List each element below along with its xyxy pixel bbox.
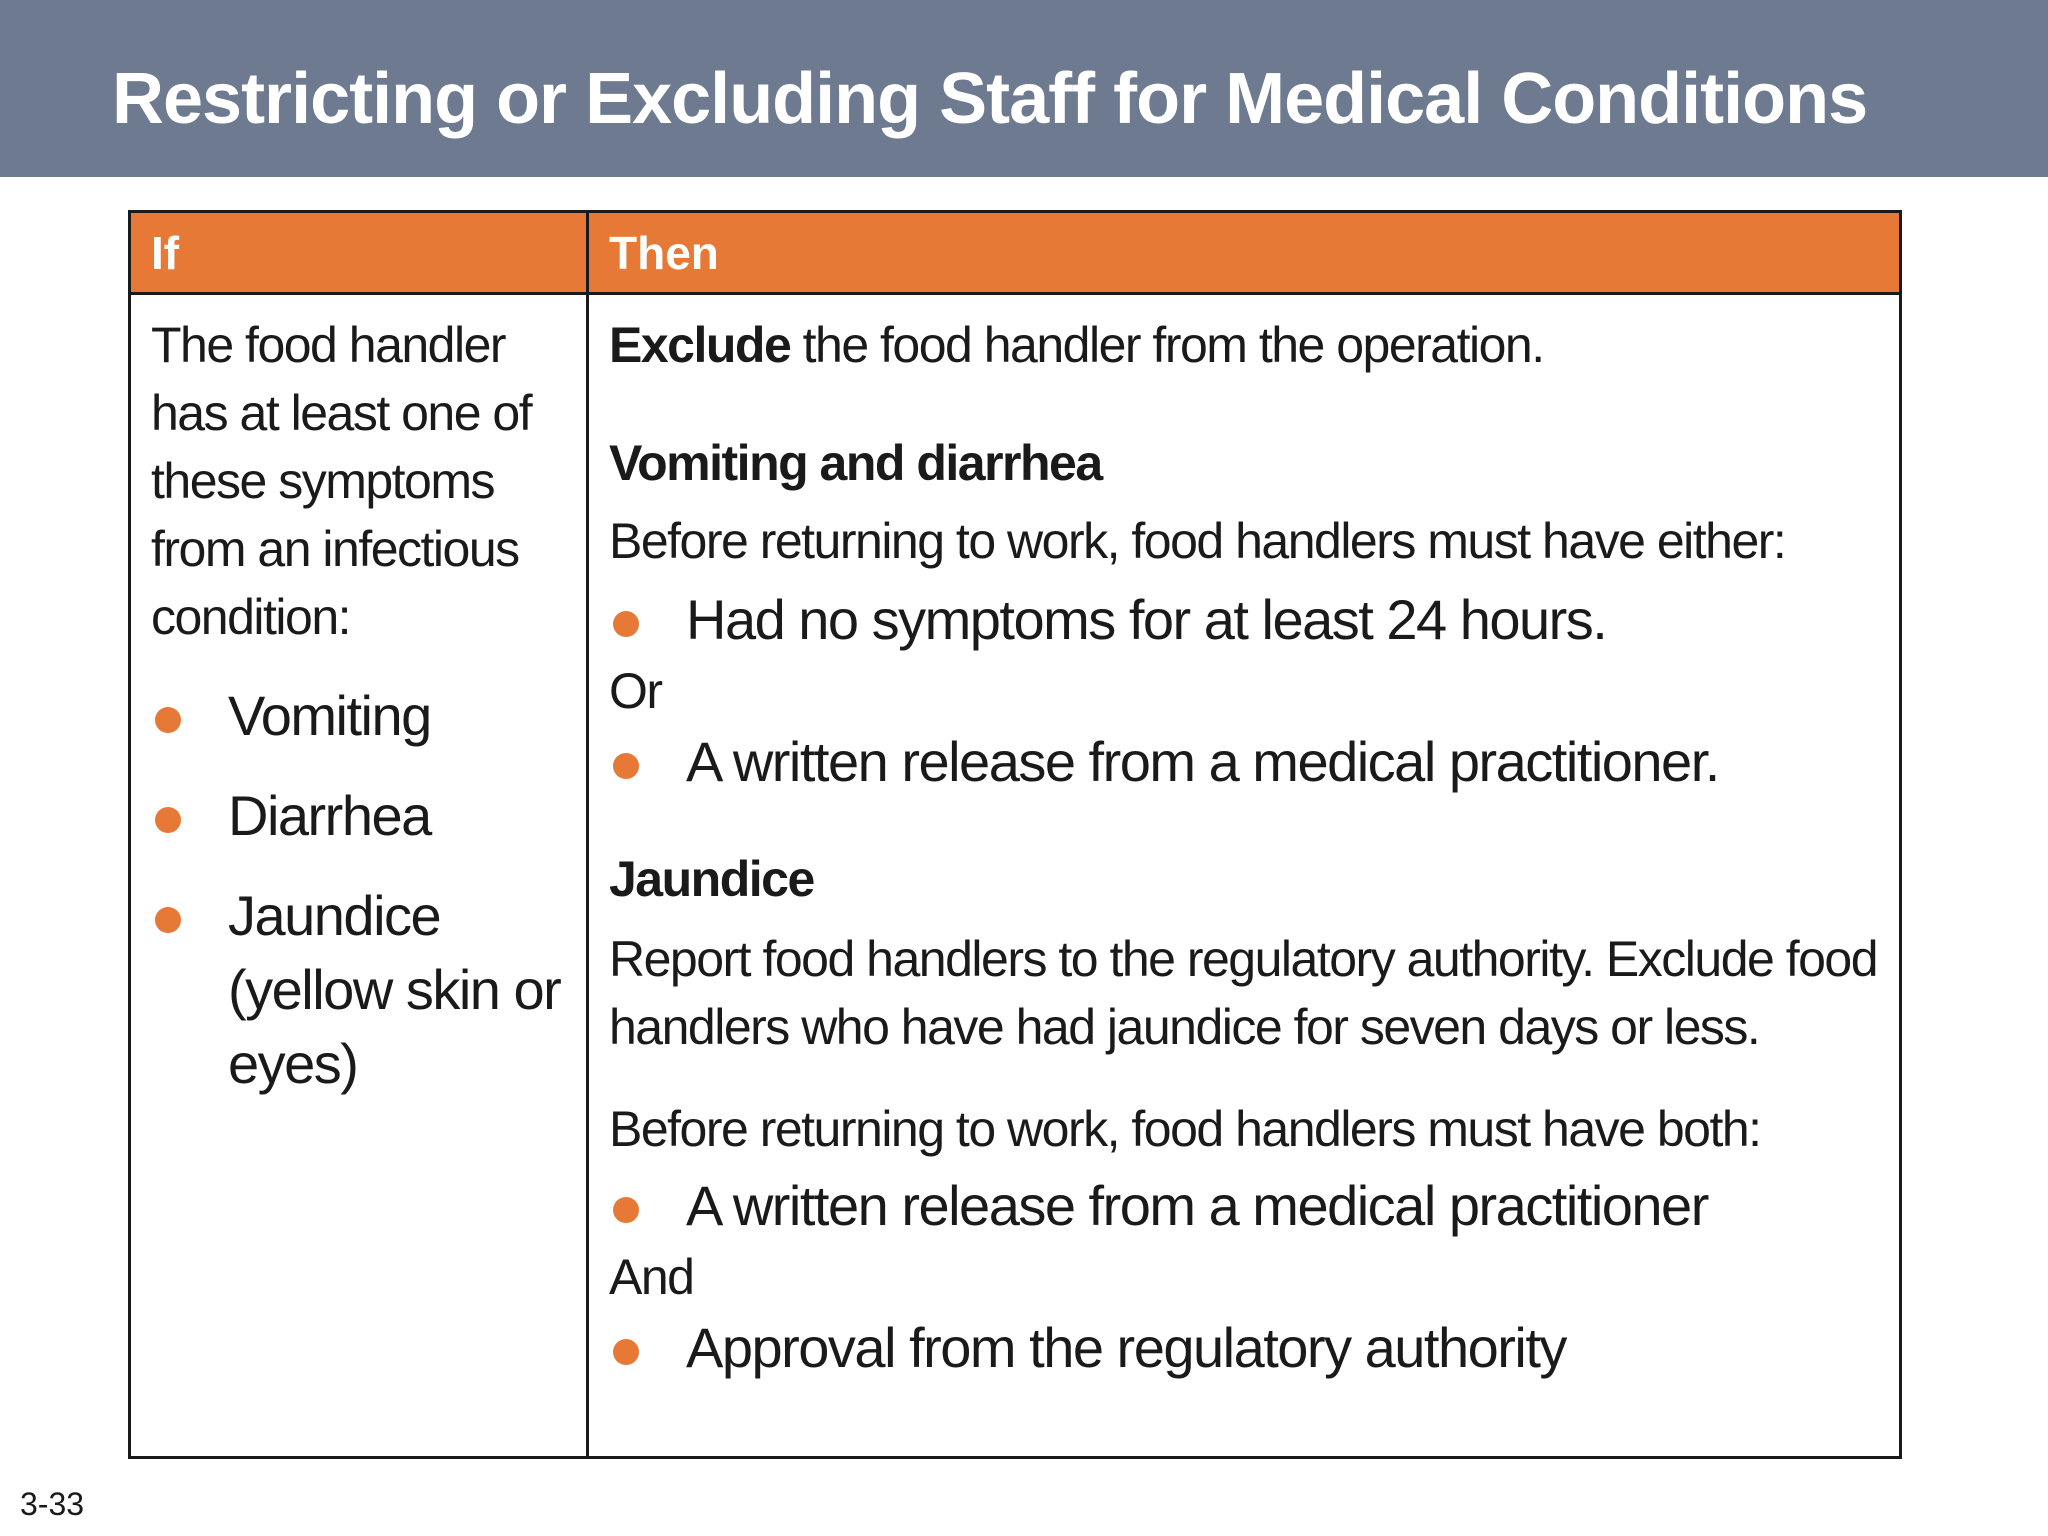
or-connector: Or <box>609 663 662 719</box>
header-then: Then <box>609 227 719 279</box>
jaundice-intro: Before returning to work, food handlers must have both: <box>609 1101 1761 1157</box>
slide-number: 3-33 <box>20 1486 85 1522</box>
bullet-dot-icon <box>155 907 181 933</box>
bullet-dot-icon <box>155 707 181 733</box>
header-if: If <box>151 227 180 279</box>
vomiting-diarrhea-intro: Before returning to work, food handlers must have either: <box>609 513 1786 569</box>
bullet-dot-icon <box>613 1197 639 1223</box>
bullet-dot-icon <box>613 1339 639 1365</box>
jaundice-requirements <box>609 1169 1889 1243</box>
bullet-dot-icon <box>155 807 181 833</box>
column-divider <box>586 213 589 1456</box>
title-bar <box>0 0 2048 177</box>
bullet-dot-icon <box>613 611 639 637</box>
symptom-item: Diarrhea <box>151 779 571 853</box>
if-cell <box>151 311 571 1101</box>
exclude-statement: Exclude the food handler from the operation. <box>609 317 1544 373</box>
jaundice-report-text: Report food handlers to the regulatory authority. Exclude food handlers who have had jaundice for seven days or less. <box>609 931 1878 1055</box>
vomiting-diarrhea-options <box>609 583 1889 657</box>
then-cell <box>609 311 1889 1385</box>
symptom-item: Jaundice (yellow skin or eyes) <box>151 879 571 1101</box>
jaundice-heading: Jaundice <box>609 851 814 907</box>
bullet-dot-icon <box>613 753 639 779</box>
and-connector: And <box>609 1249 694 1305</box>
if-intro-text: The food handler has at least one of these symptoms from an infectious condition: <box>151 317 532 645</box>
slide-title: Restricting or Excluding Staff for Medical Conditions <box>112 59 1868 139</box>
list-item: A written release from a medical practitioner. <box>609 725 1889 799</box>
list-item: A written release from a medical practitioner <box>609 1169 1889 1243</box>
list-item: Had no symptoms for at least 24 hours. <box>609 583 1889 657</box>
jaundice-requirements <box>609 1311 1889 1385</box>
symptom-list <box>151 679 571 1101</box>
vomiting-diarrhea-options <box>609 725 1889 799</box>
conditions-table <box>128 210 1902 1459</box>
table-header-row <box>131 213 1899 295</box>
list-item: Approval from the regulatory authority <box>609 1311 1889 1385</box>
symptom-item: Vomiting <box>151 679 571 753</box>
vomiting-diarrhea-heading: Vomiting and diarrhea <box>609 435 1102 491</box>
